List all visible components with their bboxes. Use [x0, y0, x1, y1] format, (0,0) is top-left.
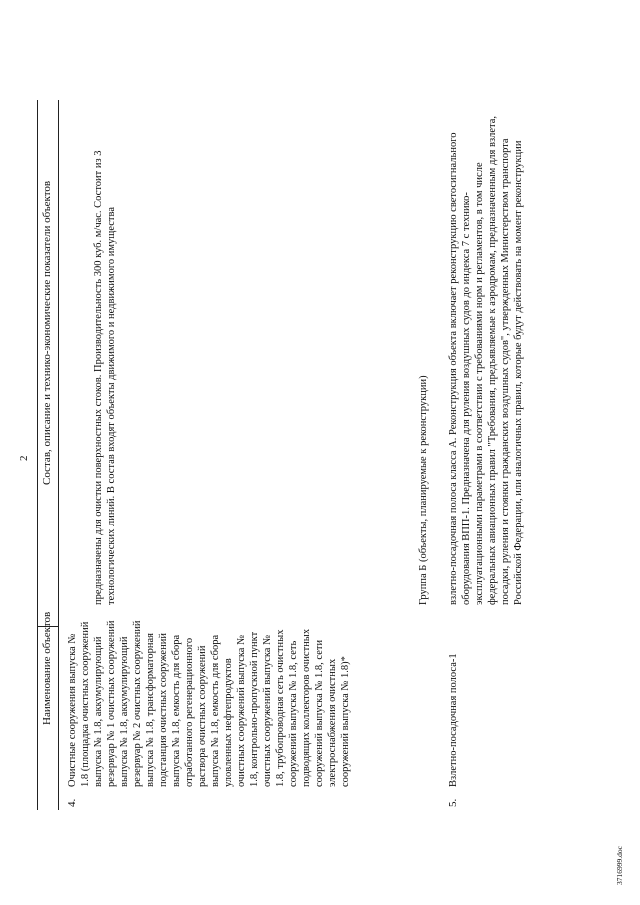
- object-name: Очистные сооружения выпуска № 1.8 (площадка очистных сооружений выпуска № 1.8, аккумулирующий резервуар № 1 очистных сооружений выпуска № 1.8, аккумулирующий резервуар № 2 очистных сооружений выпуска № 1.8, трансформаторная подстанция очистных сооружений выпуска № 1.8, емкость для сбора отработанного регенерационного раствора очистных сооружений выпуска № 1.8, емкость для сбора уловленных нефтепродуктов очистных сооружений выпуска № 1.8, контрольно-пропускной пункт очистных сооружений выпуска № 1.8, трубопроводная сеть очистных сооружений выпуска № 1.8, сеть подводящих коллекторов очистных сооружений выпуска № 1.8, сети электроснабжения очистных сооружений выпуска № 1.8)*: [67, 620, 351, 787]
- row-number: 5.: [447, 798, 459, 807]
- column-header-description: Состав, описание и технико-экономические показатели объектов: [41, 180, 53, 485]
- document-footer: 3716999.doc: [615, 846, 624, 885]
- object-name: Взлетно-посадочная полоса-1: [448, 653, 459, 787]
- column-header-name: Наименование объектов: [41, 611, 53, 725]
- row-number: 4.: [66, 798, 78, 807]
- object-description: предназначены для очистки поверхностных стоков. Производительность 300 куб. м/час. Состоит из 3 технологических линий. В состав входят объекты движимого и недвижимого имущества: [93, 150, 117, 605]
- table-header-border: [58, 100, 59, 810]
- page-number: 2: [18, 455, 30, 461]
- group-label: Группа Б (объекты, планируемые к реконструкции): [418, 375, 429, 605]
- table-top-border: [37, 100, 38, 810]
- object-description: взлетно-посадочная полоса класса А. Реконструкция объекта включает реконструкцию светосигнального оборудования ВПП-1. Предназначена для руления воздушных судов до индекса 7 с технико-эксплуатационными параметрами в соответствии с требованиями норм и регламентов, в том числе федеральных авиационных правил "Требования, предъявляемые к аэродромам, предназначенным для взлета, посадки, руления и стоянки гражданских воздушных судов", утвержденных Министерством транспорта Российской Федерации, или аналогичных правил, которые будут действовать на момент реконструкции: [448, 116, 524, 605]
